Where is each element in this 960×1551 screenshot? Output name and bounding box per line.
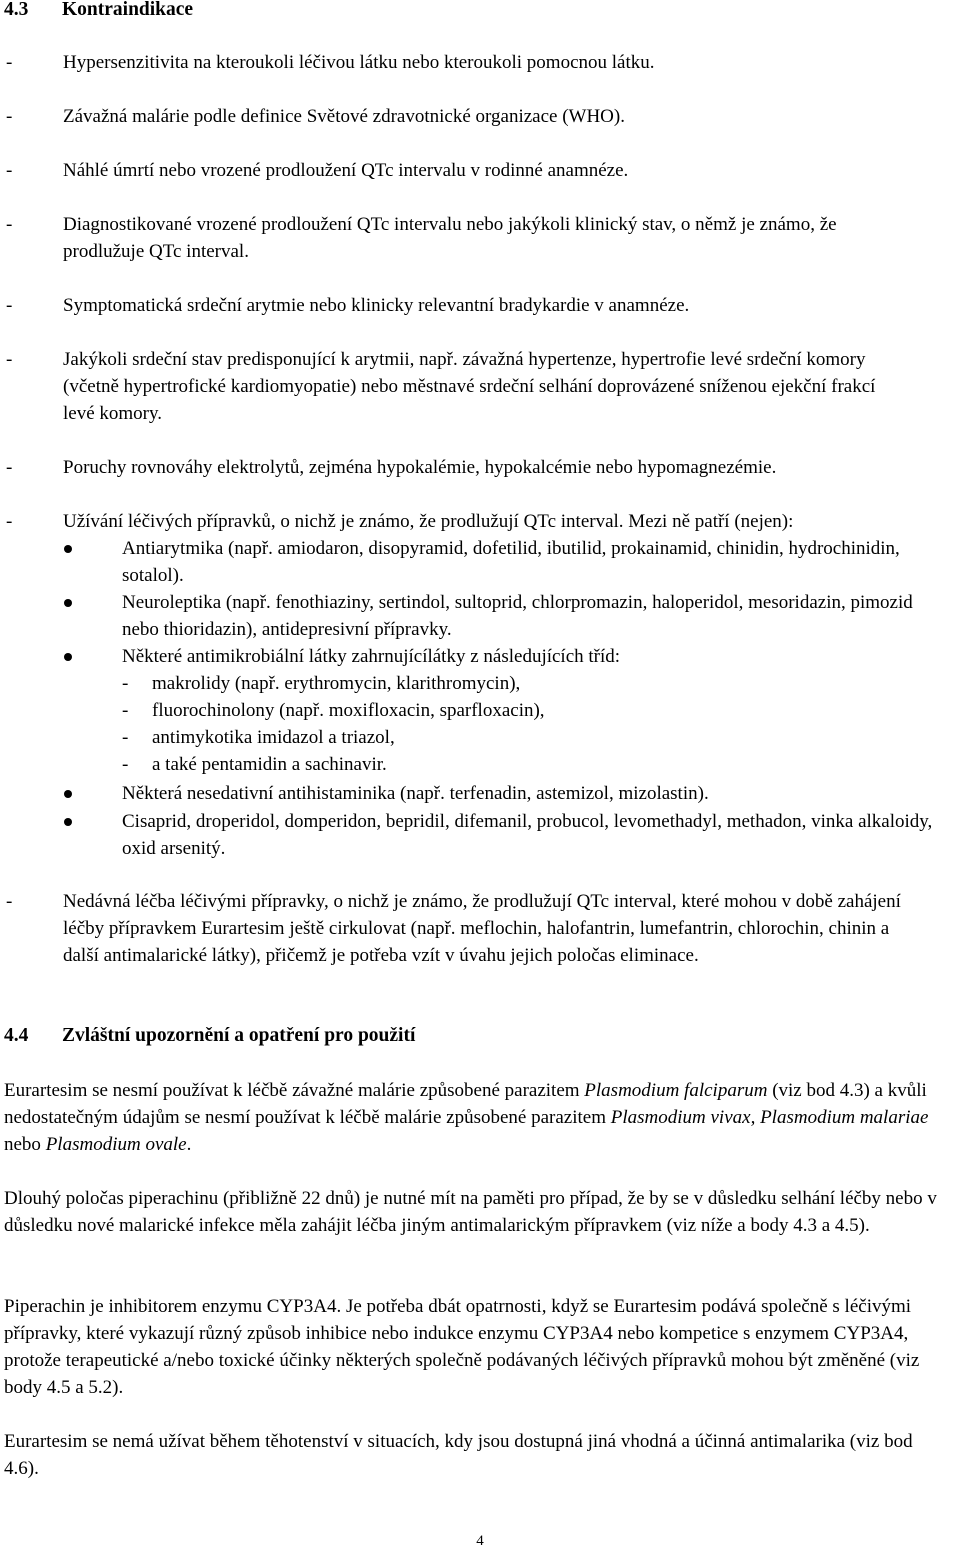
section-heading-4-3 bbox=[4, 0, 193, 23]
bullet-icon bbox=[64, 790, 72, 798]
dash-marker: - bbox=[6, 106, 13, 127]
bullet-item bbox=[64, 808, 960, 862]
section-heading-4-4 bbox=[4, 1022, 415, 1049]
section-title: Kontraindikace bbox=[62, 0, 194, 20]
paragraph bbox=[4, 1185, 952, 1239]
list-item-text: Nedávná léčba léčivými přípravky, o nichž je známo, že prodlužují QTc interval, které mohou v době zahájení léčby přípravkem Eurartesim ještě cirkulovat (např. meflochin, halofantrin, lumefantrin, chlorochin, chinin a další antimalarické látky), přičemž je potřeba vzít v úvahu jejich poločas eliminace. bbox=[63, 891, 901, 966]
dash-marker: - bbox=[6, 349, 13, 370]
list-item-text: Náhlé úmrtí nebo vrozené prodloužení QTc intervalu v rodinné anamnéze. bbox=[63, 160, 629, 181]
sub-list-item bbox=[122, 670, 942, 697]
list-item-text: Závažná malárie podle definice Světové zdravotnické organizace (WHO). bbox=[63, 106, 625, 127]
dash-marker: - bbox=[122, 727, 129, 748]
paragraph-text: Piperachin je inhibitorem enzymu CYP3A4. Je potřeba dbát opatrnosti, když se Eurartesim podává společně s léčivými přípravky, které vykazují různý způsob inhibice nebo indukce enzymu CYP3A4 nebo kompetice s enzymem CYP3A4, protože terapeutické a/nebo toxické účinky některých společně podávaných léčivých přípravků mohou být změněné (viz body 4.5 a 5.2). bbox=[4, 1296, 920, 1398]
dash-marker: - bbox=[6, 160, 13, 181]
paragraph-text: Eurartesim se nesmí používat k léčbě závažné malárie způsobené parazitem bbox=[4, 1080, 585, 1101]
sub-list-item bbox=[122, 697, 942, 724]
sub-list-item bbox=[122, 751, 942, 778]
bullet-icon bbox=[64, 653, 72, 661]
list-item-text: Poruchy rovnováhy elektrolytů, zejména hypokalémie, hypokalcémie nebo hypomagnezémie. bbox=[63, 457, 777, 478]
list-item bbox=[6, 49, 956, 76]
dash-marker: - bbox=[6, 891, 13, 912]
dash-marker: - bbox=[6, 214, 13, 235]
bullet-text: Neuroleptika (např. fenothiaziny, sertindol, sultoprid, chlorpromazin, haloperidol, mesoridazin, pimozid nebo thioridazin), antidepresivní přípravky. bbox=[122, 592, 913, 640]
paragraph-text: Dlouhý poločas piperachinu (přibližně 22 dnů) je nutné mít na paměti pro případ, že by se v důsledku selhání léčby nebo v důsledku nové malarické infekce měla zahájit léčba jiným antimalarickým přípravkem (viz níže a body 4.3 a 4.5). bbox=[4, 1188, 937, 1236]
list-item bbox=[6, 292, 956, 319]
bullet-item bbox=[64, 589, 934, 643]
list-item bbox=[6, 103, 956, 130]
sub-list-item bbox=[122, 724, 942, 751]
dash-marker: - bbox=[122, 700, 129, 721]
paragraph-text: . bbox=[186, 1134, 192, 1155]
sub-list-item-text: a také pentamidin a sachinavir. bbox=[152, 754, 387, 775]
dash-marker: - bbox=[6, 295, 13, 316]
paragraph-text: Eurartesim se nemá užívat během těhotenství v situacích, kdy jsou dostupná jiná vhodná a účinná antimalarika (viz bod 4.6). bbox=[4, 1431, 913, 1479]
paragraph bbox=[4, 1293, 956, 1401]
list-item-text: Hypersenzitivita na kteroukoli léčivou látku nebo kteroukoli pomocnou látku. bbox=[63, 52, 655, 73]
bullet-icon bbox=[64, 545, 72, 553]
list-item-text: Jakýkoli srdeční stav predisponující k arytmii, např. závažná hypertenze, hypertrofie levé srdeční komory (včetně hypertrofické kardiomyopatie) nebo městnavé srdeční selhání doprovázené sníženou ejekční frakcí levé komory. bbox=[63, 349, 876, 424]
sub-list-item-text: makrolidy (např. erythromycin, klarithromycin), bbox=[152, 673, 521, 694]
list-item bbox=[6, 346, 906, 427]
dash-marker: - bbox=[6, 52, 13, 73]
bullet-text: Některá nesedativní antihistaminika (např. terfenadin, astemizol, mizolastin). bbox=[122, 783, 709, 804]
dash-marker: - bbox=[6, 457, 13, 478]
bullet-item bbox=[64, 643, 960, 670]
bullet-text: Antiarytmika (např. amiodaron, disopyramid, dofetilid, ibutilid, prokainamid, chinidin, hydrochinidin, sotalol). bbox=[122, 538, 900, 586]
section-number: 4.3 bbox=[4, 0, 29, 20]
list-item bbox=[6, 454, 956, 481]
list-item bbox=[6, 211, 916, 265]
paragraph bbox=[4, 1428, 929, 1482]
bullet-item bbox=[64, 780, 960, 807]
list-item bbox=[6, 888, 906, 969]
organism-name: Plasmodium falciparum bbox=[584, 1080, 768, 1101]
list-item bbox=[6, 508, 956, 535]
bullet-icon bbox=[64, 599, 72, 607]
section-number: 4.4 bbox=[4, 1025, 29, 1046]
list-item bbox=[6, 157, 956, 184]
bullet-text: Některé antimikrobiální látky zahrnujícílátky z následujících tříd: bbox=[122, 646, 621, 667]
bullet-item bbox=[64, 535, 944, 589]
organism-name: Plasmodium ovale bbox=[45, 1134, 187, 1155]
section-title: Zvláštní upozornění a opatření pro použití bbox=[62, 1025, 416, 1046]
bullet-icon bbox=[64, 818, 72, 826]
list-item-text: Užívání léčivých přípravků, o nichž je známo, že prodlužují QTc interval. Mezi ně patří (nejen): bbox=[63, 511, 794, 532]
bullet-text: Cisaprid, droperidol, domperidon, bepridil, difemanil, probucol, levomethadyl, methadon, vinka alkaloidy, oxid arsenitý. bbox=[122, 811, 933, 859]
dash-marker: - bbox=[122, 673, 129, 694]
list-item-text: Diagnostikované vrozené prodloužení QTc intervalu nebo jakýkoli klinický stav, o němž je známo, že prodlužuje QTc interval. bbox=[63, 214, 837, 262]
paragraph-text: nebo bbox=[4, 1134, 46, 1155]
dash-marker: - bbox=[6, 511, 13, 532]
dash-marker: - bbox=[122, 754, 129, 775]
paragraph bbox=[4, 1077, 949, 1158]
sub-list-item-text: antimykotika imidazol a triazol, bbox=[152, 727, 395, 748]
page-number: 4 bbox=[476, 1533, 484, 1549]
sub-list-item-text: fluorochinolony (např. moxifloxacin, sparfloxacin), bbox=[152, 700, 545, 721]
list-item-text: Symptomatická srdeční arytmie nebo klinicky relevantní bradykardie v anamnéze. bbox=[63, 295, 690, 316]
paragraph-text: (viz bod 4.3) a kvůli nedostatečným údajům se nesmí používat k léčbě malárie způsobené parazitem bbox=[4, 1080, 927, 1128]
organism-name: Plasmodium vivax, Plasmodium malariae bbox=[610, 1107, 929, 1128]
